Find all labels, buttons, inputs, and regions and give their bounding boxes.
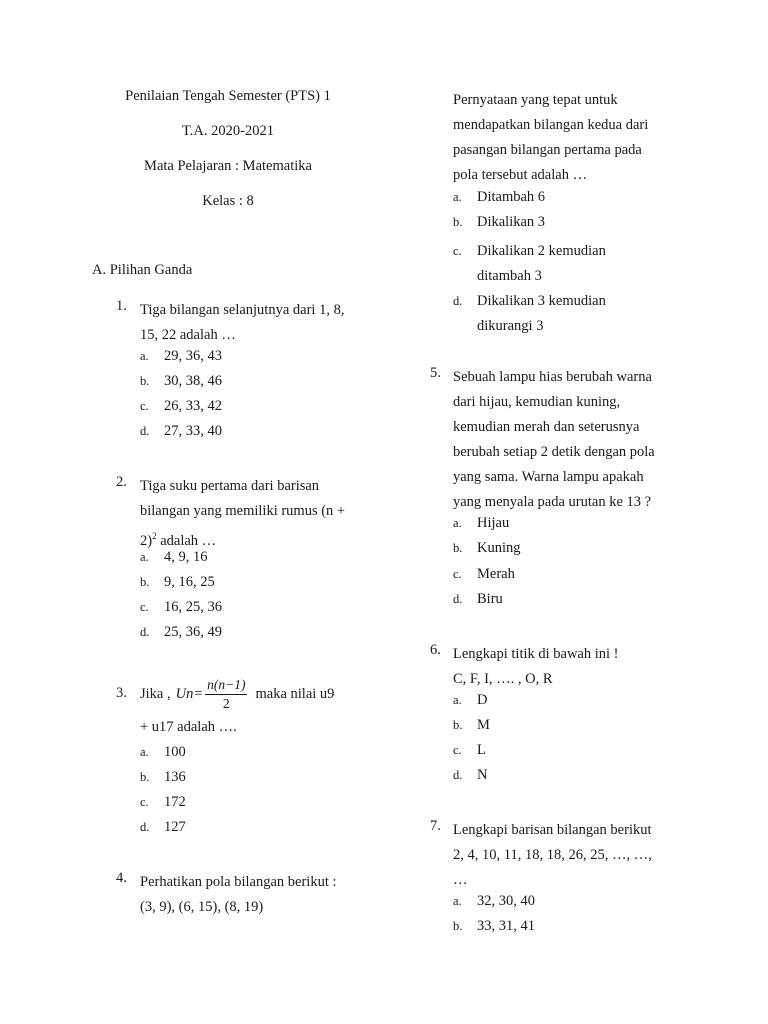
fraction-denominator: 2 [222,695,230,711]
option-1a [140,348,222,365]
option-letter: b. [453,919,463,933]
option-letter: a. [453,894,462,908]
option-1c [140,398,222,415]
option-letter: c. [453,743,462,757]
academic-year: T.A. 2020-2021 [182,123,274,139]
option-5a [453,515,509,532]
option-text: dikurangi 3 [477,318,544,334]
subject-line: Mata Pelajaran : Matematika [144,158,312,174]
exam-title: Penilaian Tengah Semester (PTS) 1 [125,88,331,104]
option-text: 27, 33, 40 [164,423,222,439]
option-2d [140,624,222,641]
question-line: Perhatikan pola bilangan berikut : [140,874,337,890]
question-number: 2. [116,474,127,490]
option-4d [453,289,606,339]
option-text: M [477,717,490,733]
option-4c [453,239,606,289]
question-line: mendapatkan bilangan kedua dari [453,117,649,133]
option-text: 172 [164,794,186,810]
question-line: berubah setiap 2 detik dengan pola [453,444,655,460]
option-text: 32, 30, 40 [477,893,535,909]
option-letter: d. [140,625,150,639]
question-line: Pernyataan yang tepat untuk [453,92,618,108]
option-3d [140,819,186,836]
question-line: pasangan bilangan pertama pada [453,142,642,158]
question-line: yang sama. Warna lampu apakah [453,469,644,485]
question-4-continued [453,88,648,188]
option-letter: c. [453,244,462,258]
option-text: L [477,742,486,758]
question-line: … [453,872,468,888]
option-letter: b. [140,770,150,784]
question-text [140,870,337,920]
grade-line: Kelas : 8 [202,193,254,209]
option-text: Ditambah 6 [477,189,546,205]
option-text: 127 [164,819,186,835]
option-letter: c. [140,795,149,809]
question-line: yang menyala pada urutan ke 13 ? [453,494,652,510]
option-text: 100 [164,744,186,760]
option-letter: b. [453,718,463,732]
question-line: Lengkapi barisan bilangan berikut [453,822,652,838]
option-letter: b. [140,575,150,589]
option-letter: b. [453,215,463,229]
option-text: Hijau [477,515,510,531]
section-heading: A. Pilihan Ganda [92,262,193,278]
option-text: 33, 31, 41 [477,918,535,934]
option-1d [140,423,222,440]
question-line: (3, 9), (6, 15), (8, 19) [140,899,264,915]
question-line: pola tersebut adalah … [453,167,588,183]
question-line: Sebuah lampu hias berubah warna [453,369,652,385]
question-number: 4. [116,870,127,886]
option-text: 136 [164,769,186,785]
question-line: Tiga suku pertama dari barisan [140,478,320,494]
question-line: + u17 adalah …. [140,719,237,735]
option-4a [453,189,545,206]
option-3c [140,794,186,811]
option-letter: b. [140,374,150,388]
option-3a [140,744,186,761]
option-6c [453,742,486,759]
exponent: 2 [152,531,157,541]
option-letter: d. [453,768,463,782]
option-letter: a. [453,516,462,530]
option-6a [453,692,487,709]
question-line: Lengkapi titik di bawah ini ! [453,646,619,662]
option-letter: c. [140,399,149,413]
option-text: 9, 16, 25 [164,574,215,590]
formula-fraction [205,678,247,710]
fraction-numerator: n(n−1) [205,678,247,695]
option-3b [140,769,186,786]
option-2c [140,599,222,616]
option-2b [140,574,215,591]
option-text: Kuning [477,540,521,556]
text-part: adalah … [156,532,217,549]
option-letter: a. [140,550,149,564]
option-letter: b. [453,541,463,555]
option-text: 29, 36, 43 [164,348,222,364]
option-letter: c. [140,600,149,614]
question-text [140,298,344,348]
question-text: maka nilai u9 [255,685,335,702]
option-text: 25, 36, 49 [164,624,222,640]
option-text: 4, 9, 16 [164,549,208,565]
option-6d [453,767,487,784]
option-6b [453,717,490,734]
question-3-formula-line [140,674,334,714]
question-line: bilangan yang memiliki rumus (n + [140,503,346,519]
option-text: ditambah 3 [477,268,542,284]
option-letter: a. [140,745,149,759]
option-text: Biru [477,591,503,607]
question-text: Jika , [140,685,171,702]
option-text: Merah [477,566,515,582]
option-5d [453,591,503,608]
question-line: C, F, I, …. , O, R [453,671,553,687]
question-line: 15, 22 adalah … [140,327,236,343]
option-text: Dikalikan 3 kemudian [477,293,606,309]
option-4b [453,214,545,231]
question-number-3: 3. [116,685,127,701]
option-5b [453,540,521,557]
option-letter: c. [453,567,462,581]
option-text: Dikalikan 3 [477,214,546,230]
question-number-5: 5. [430,365,441,381]
option-letter: a. [140,349,149,363]
option-2a [140,549,208,566]
question-number: 1. [116,298,127,314]
option-7a [453,893,535,910]
option-text: N [477,767,488,783]
option-text: 16, 25, 36 [164,599,222,615]
question-6-text [453,642,619,692]
option-text: Dikalikan 2 kemudian [477,243,606,259]
option-letter: d. [453,294,463,308]
option-letter: d. [140,820,150,834]
question-5-text [453,365,655,515]
option-letter: d. [140,424,150,438]
question-line: kemudian merah dan seterusnya [453,419,640,435]
option-7b [453,918,535,935]
option-5c [453,566,515,583]
option-text: D [477,692,488,708]
question-number-6: 6. [430,642,441,658]
option-1b [140,373,222,390]
question-line: 2, 4, 10, 11, 18, 18, 26, 25, …, …, [453,847,652,863]
option-letter: a. [453,190,462,204]
question-7-text [453,818,652,893]
question-text [140,474,345,554]
text-part: 2) [140,532,153,549]
question-line: Tiga bilangan selanjutnya dari 1, 8, [140,302,345,318]
question-number-7: 7. [430,818,441,834]
option-text: 30, 38, 46 [164,373,222,389]
option-text: 26, 33, 42 [164,398,222,414]
question-line: dari hijau, kemudian kuning, [453,394,621,410]
formula-lhs: Un= [175,685,204,702]
option-letter: a. [453,693,462,707]
option-letter: d. [453,592,463,606]
